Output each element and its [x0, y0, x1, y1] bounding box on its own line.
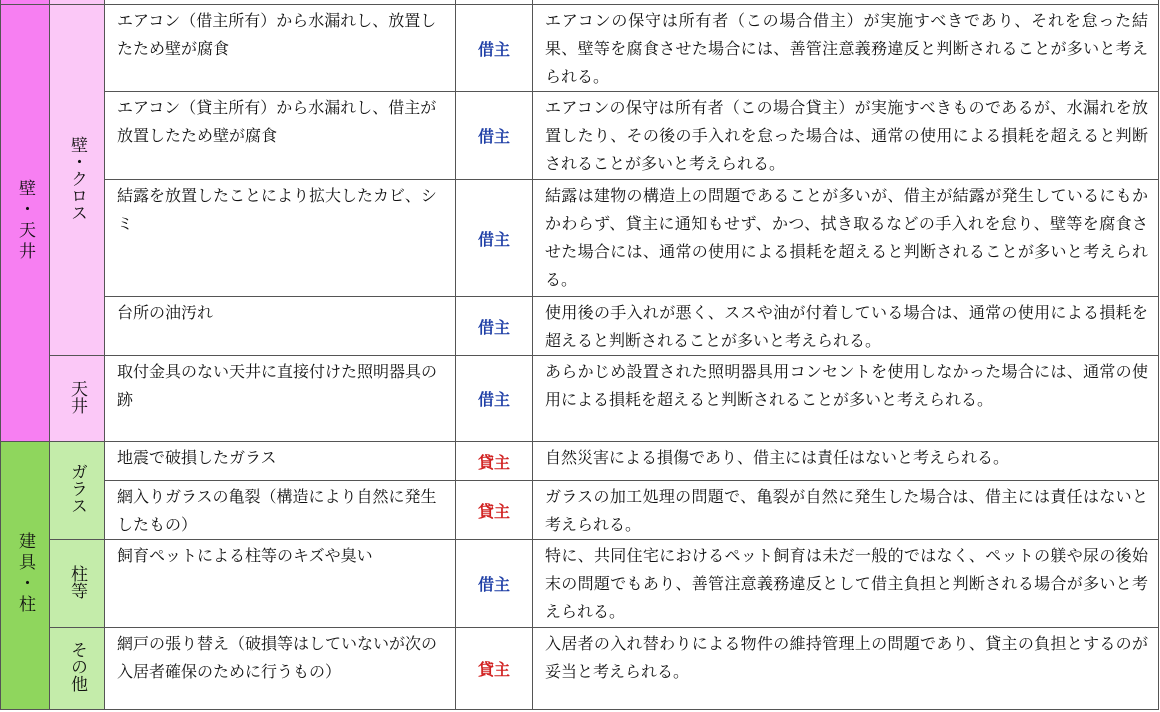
responsible-party: 借主 — [456, 5, 533, 92]
subcategory-label: 柱等 — [67, 564, 87, 599]
item-cell: 地震で破損したガラス — [105, 442, 456, 481]
subcategory-label: 天井 — [67, 379, 87, 414]
category-cell-wall-ceiling — [1, 5, 50, 442]
item-cell: 台所の油汚れ — [105, 297, 456, 356]
subcategory-label: 壁・クロス — [67, 135, 87, 221]
subcategory-cell-pillars — [50, 540, 105, 628]
table-row — [1, 92, 1159, 180]
item-cell: 網戸の張り替え（破損等はしていないが次の入居者確保のために行うもの） — [105, 628, 456, 710]
subcategory-cell-glass — [50, 442, 105, 540]
reason-cell: あらかじめ設置された照明器具用コンセントを使用しなかった場合には、通常の使用による損耗を超えると判断されることが多いと考えられる。 — [533, 356, 1159, 442]
responsible-party: 貸主 — [456, 628, 533, 710]
category-label: 壁・天井 — [15, 179, 35, 263]
item-cell: エアコン（借主所有）から水漏れし、放置したため壁が腐食 — [105, 5, 456, 92]
category-label: 建具・柱 — [15, 531, 35, 616]
table-row — [1, 5, 1159, 92]
reason-cell: ガラスの加工処理の問題で、亀裂が自然に発生した場合は、借主には責任はないと考えられる。 — [533, 481, 1159, 540]
subcategory-label: ガラス — [67, 463, 87, 514]
responsible-party: 借主 — [456, 540, 533, 628]
responsible-party: 借主 — [456, 297, 533, 356]
subcategory-cell-other — [50, 628, 105, 710]
responsible-party: 貸主 — [456, 442, 533, 481]
table-row — [1, 297, 1159, 356]
item-cell: 飼育ペットによる柱等のキズや臭い — [105, 540, 456, 628]
reason-cell: エアコンの保守は所有者（この場合借主）が実施すべきであり、それを怠った結果、壁等を腐食させた場合には、善管注意義務違反と判断されることが多いと考えられる。 — [533, 5, 1159, 92]
table-row — [1, 442, 1159, 481]
reason-cell: 特に、共同住宅におけるペット飼育は未だ一般的ではなく、ペットの躾や尿の後始末の問題でもあり、善管注意義務違反として借主負担と判断される場合が多いと考えられる。 — [533, 540, 1159, 628]
category-cell-fittings-pillars — [1, 442, 50, 710]
reason-cell: 結露は建物の構造上の問題であることが多いが、借主が結露が発生しているにもかかわらず、貸主に通知もせず、かつ、拭き取るなどの手入れを怠り、壁等を腐食させた場合には、通常の使用による損耗を超えると判断されることが多いと考えられる。 — [533, 180, 1159, 297]
responsible-party: 貸主 — [456, 481, 533, 540]
reason-cell: 自然災害による損傷であり、借主には責任はないと考えられる。 — [533, 442, 1159, 481]
subcategory-cell-ceiling — [50, 356, 105, 442]
table-row — [1, 628, 1159, 710]
responsible-party: 借主 — [456, 92, 533, 180]
item-cell: 結露を放置したことにより拡大したカビ、シミ — [105, 180, 456, 297]
reason-cell: エアコンの保守は所有者（この場合貸主）が実施すべきものであるが、水漏れを放置したり、その後の手入れを怠った場合は、通常の使用による損耗を超えると判断されることが多いと考えられる。 — [533, 92, 1159, 180]
subcategory-cell-wall-cloth — [50, 5, 105, 356]
item-cell: 取付金具のない天井に直接付けた照明器具の跡 — [105, 356, 456, 442]
table-row — [1, 481, 1159, 540]
reason-cell: 入居者の入れ替わりによる物件の維持管理上の問題であり、貸主の負担とするのが妥当と考えられる。 — [533, 628, 1159, 710]
table-row — [1, 180, 1159, 297]
subcategory-label: その他 — [67, 641, 87, 692]
item-cell: 網入りガラスの亀裂（構造により自然に発生したもの） — [105, 481, 456, 540]
table-row — [1, 356, 1159, 442]
item-cell: エアコン（貸主所有）から水漏れし、借主が放置したため壁が腐食 — [105, 92, 456, 180]
reason-cell: 使用後の手入れが悪く、ススや油が付着している場合は、通常の使用による損耗を超えると判断されることが多いと考えられる。 — [533, 297, 1159, 356]
responsible-party: 借主 — [456, 356, 533, 442]
responsible-party: 借主 — [456, 180, 533, 297]
table-row — [1, 540, 1159, 628]
